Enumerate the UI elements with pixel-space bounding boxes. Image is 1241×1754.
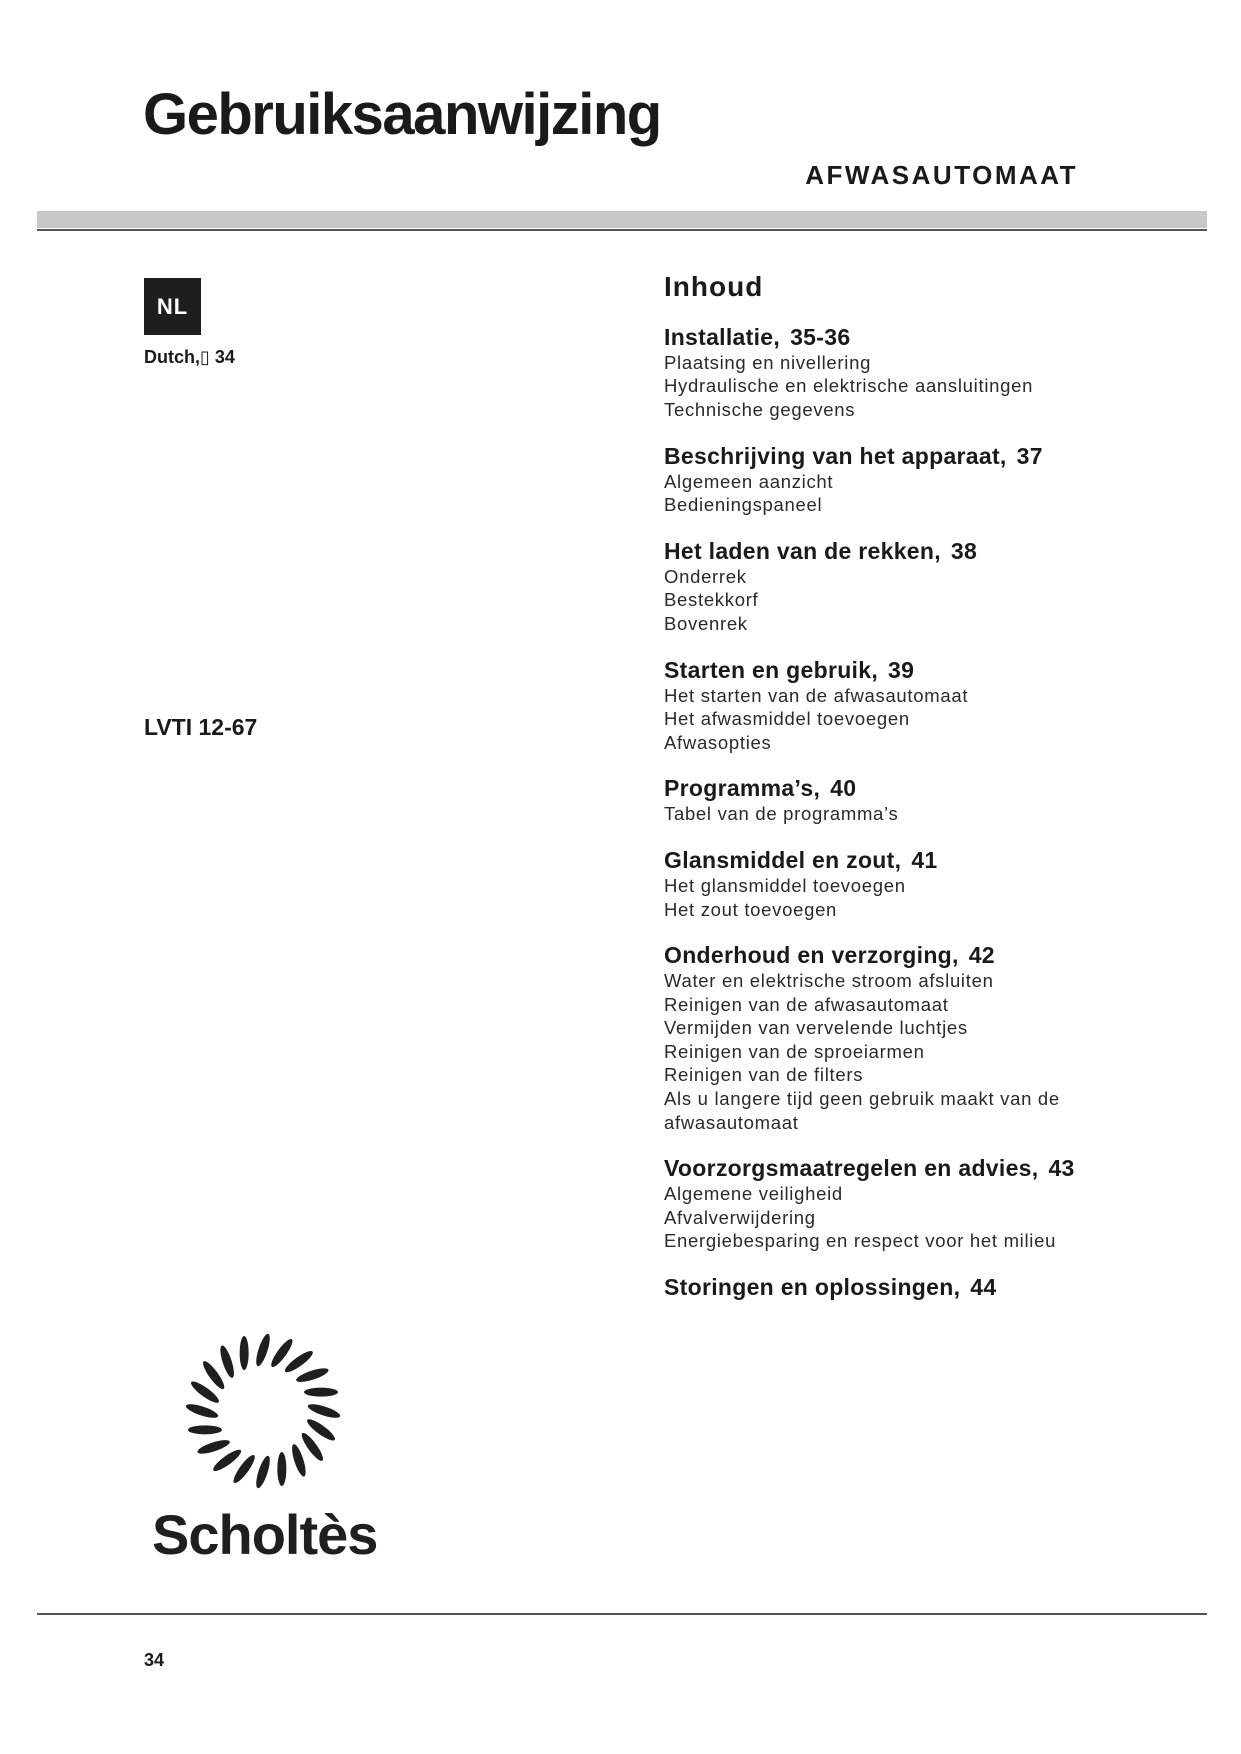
toc-section	[664, 537, 1224, 636]
toc-section	[664, 1273, 1224, 1301]
sunburst-ray	[253, 1332, 272, 1367]
toc-item: Plaatsing en nivellering	[664, 351, 872, 373]
toc-item: Tabel van de programma’s	[664, 803, 899, 825]
toc-item: Het afwasmiddel toevoegen	[664, 708, 910, 730]
toc-item: Algemeen aanzicht	[664, 470, 834, 492]
toc-item-list	[664, 470, 1224, 517]
toc-section-title: Storingen en oplossingen,	[664, 1274, 961, 1301]
toc-item: Hydraulische en elektrische aansluitingen	[664, 375, 1034, 397]
toc-section-page: 44	[970, 1274, 997, 1301]
toc-item: Het starten van de afwasautomaat	[664, 684, 969, 706]
toc-section-heading	[664, 941, 1224, 969]
header-divider	[37, 229, 1207, 231]
toc-sections	[664, 323, 1224, 1301]
toc-section-heading	[664, 537, 1224, 565]
toc-section-heading	[664, 774, 1224, 802]
sunburst-ray	[253, 1454, 272, 1489]
toc-item: Onderrek	[664, 565, 747, 587]
sunburst-ray	[304, 1388, 338, 1397]
toc-item: Het zout toevoegen	[664, 898, 838, 920]
toc-section	[664, 941, 1224, 1134]
toc-item: Bestekkorf	[664, 589, 759, 611]
toc-section	[664, 656, 1224, 755]
sunburst-ray	[196, 1437, 231, 1456]
toc-item: Als u langere tijd geen gebruik maakt van de	[664, 1088, 1060, 1110]
toc-item: Het glansmiddel toevoegen	[664, 874, 906, 896]
language-badge: NL	[144, 278, 201, 335]
sunburst-ray	[240, 1336, 249, 1370]
sunburst-ray	[184, 1401, 219, 1420]
document-title: Gebruiksaanwijzing	[143, 82, 661, 147]
model-number: LVTI 12-67	[144, 714, 258, 740]
toc-section-title: Installatie,	[664, 323, 781, 350]
toc-item-list	[664, 802, 1224, 826]
toc-section	[664, 846, 1224, 921]
toc-item-list	[664, 969, 1224, 1134]
toc-section-heading	[664, 656, 1224, 684]
toc-title: Inhoud	[664, 271, 764, 302]
toc-item: Energiebesparing en respect voor het milieu	[664, 1230, 1057, 1252]
toc-section-page: 40	[830, 775, 857, 802]
toc-section-title: Glansmiddel en zout,	[664, 846, 902, 873]
toc-item: Bovenrek	[664, 612, 748, 634]
toc-section-title: Het laden van de rekken,	[664, 537, 941, 564]
language-caption: Dutch,▯ 34	[144, 347, 235, 367]
toc-item: Vermijden van vervelende luchtjes	[664, 1017, 968, 1039]
product-category: AFWASAUTOMAAT	[805, 160, 1078, 190]
toc-item: Afwasopties	[664, 731, 772, 753]
toc-item-list	[664, 684, 1224, 755]
footer-divider	[37, 1613, 1207, 1615]
toc-item-list	[664, 351, 1224, 422]
toc-section-title: Starten en gebruik,	[664, 656, 879, 683]
toc-item: Reinigen van de filters	[664, 1064, 864, 1086]
toc-section-heading	[664, 442, 1224, 470]
toc-section-heading	[664, 846, 1224, 874]
toc-item: Reinigen van de sproeiarmen	[664, 1040, 925, 1062]
table-of-contents	[664, 272, 1224, 1321]
sunburst-ray	[188, 1425, 222, 1434]
sunburst-logo-graphic	[180, 1328, 346, 1494]
sunburst-ray	[218, 1344, 237, 1379]
sunburst-ray	[289, 1443, 308, 1478]
toc-section-page: 41	[911, 846, 938, 873]
toc-item-list	[664, 874, 1224, 921]
sunburst-ray	[277, 1452, 286, 1486]
sunburst-ray	[295, 1366, 330, 1385]
toc-section-heading	[664, 1154, 1224, 1182]
toc-item-list	[664, 1182, 1224, 1253]
toc-item: Algemene veiligheid	[664, 1183, 843, 1205]
toc-item: Technische gegevens	[664, 398, 856, 420]
sunburst-logo-icon	[180, 1328, 346, 1499]
toc-section-page: 43	[1048, 1155, 1075, 1182]
page-number: 34	[144, 1650, 165, 1670]
toc-section	[664, 1154, 1224, 1253]
toc-section-page: 35-36	[790, 323, 851, 350]
toc-section-page: 39	[888, 656, 915, 683]
toc-item-list	[664, 565, 1224, 636]
toc-section	[664, 323, 1224, 422]
toc-section-title: Onderhoud en verzorging,	[664, 942, 959, 969]
toc-section-page: 42	[968, 942, 995, 969]
toc-section-title: Voorzorgsmaatregelen en advies,	[664, 1155, 1039, 1182]
toc-section	[664, 442, 1224, 517]
toc-item: Water en elektrische stroom afsluiten	[664, 970, 994, 992]
toc-item: Bedieningspaneel	[664, 494, 823, 516]
toc-item: Reinigen van de afwasautomaat	[664, 993, 949, 1015]
toc-section-heading	[664, 1273, 1224, 1301]
toc-section-title: Beschrijving van het apparaat,	[664, 442, 1007, 469]
toc-section	[664, 774, 1224, 826]
toc-section-heading	[664, 323, 1224, 351]
header-band	[37, 211, 1207, 228]
brand-name: Scholtès	[152, 1503, 378, 1566]
toc-item: afwasautomaat	[664, 1111, 799, 1133]
toc-section-page: 38	[950, 537, 978, 564]
toc-item: Afvalverwijdering	[664, 1206, 816, 1228]
toc-section-page: 37	[1016, 442, 1043, 469]
sunburst-ray	[306, 1401, 341, 1420]
toc-section-title: Programma’s,	[664, 775, 821, 802]
